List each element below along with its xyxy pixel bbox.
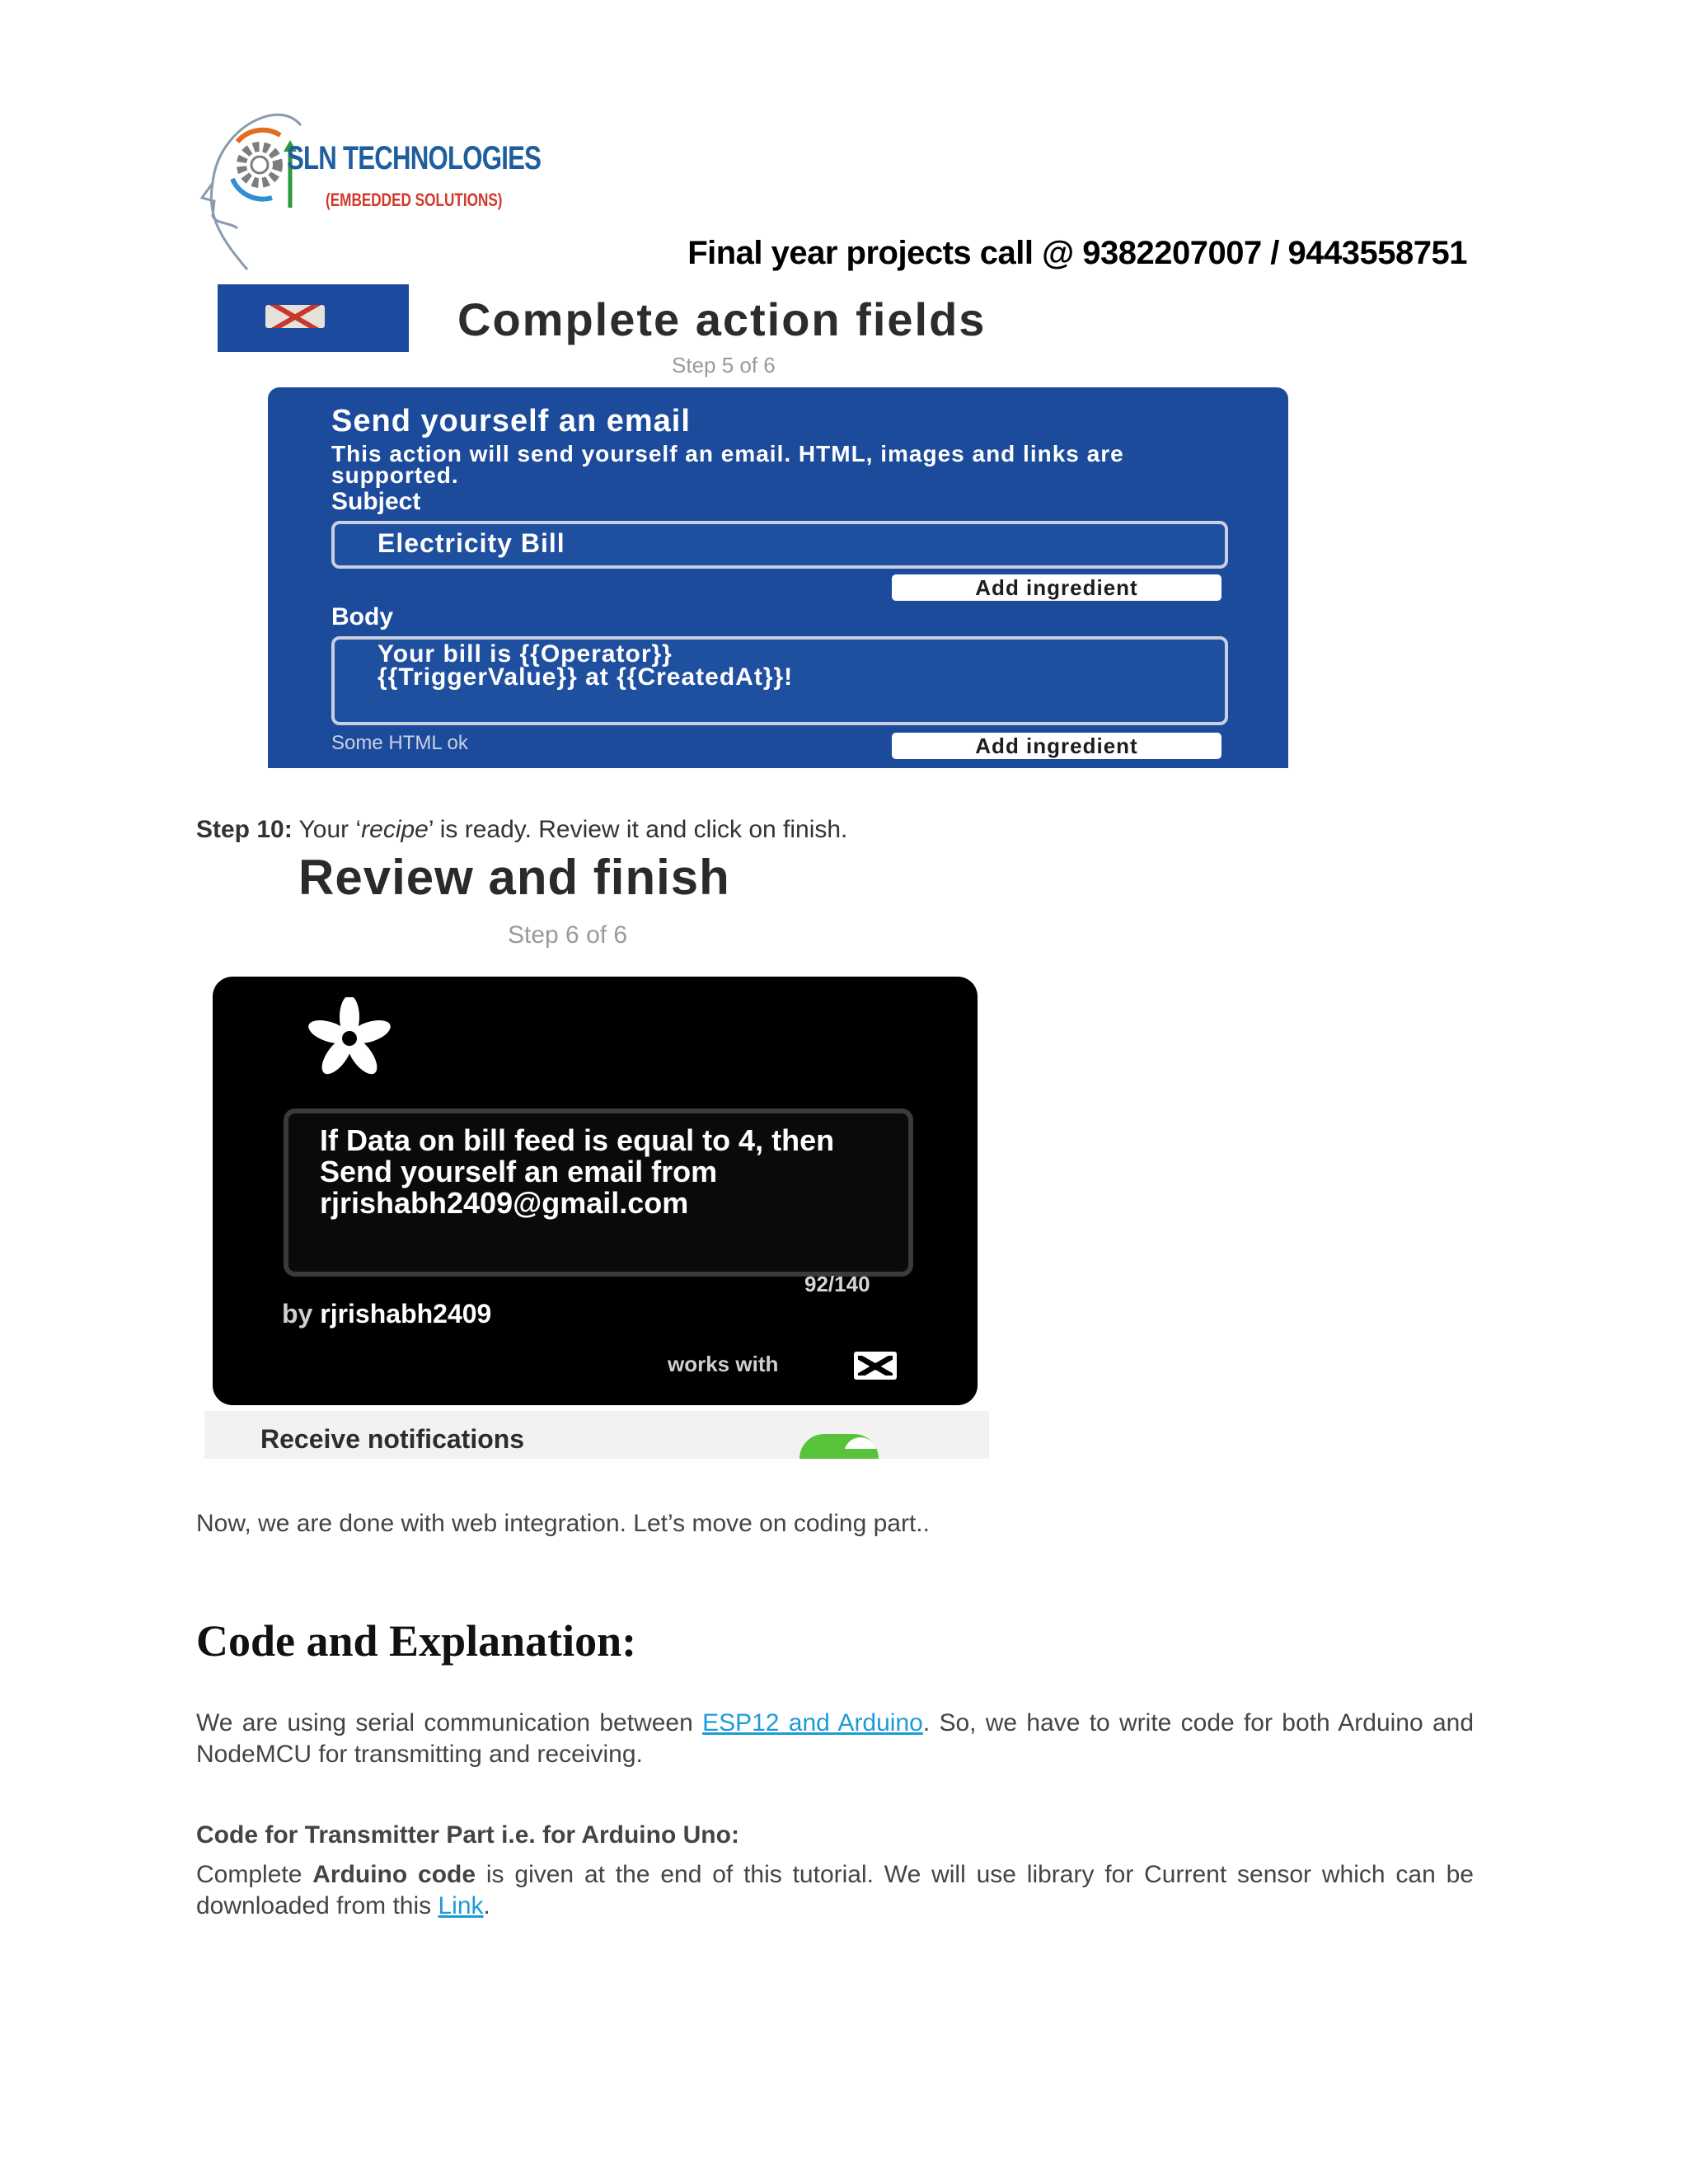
serial-text-pre: We are using serial communication between xyxy=(196,1709,703,1736)
author-name: rjrishabh2409 xyxy=(320,1299,492,1329)
email-action-description: This action will send yourself an email. HTML, images and links are supported. xyxy=(331,441,1124,488)
complete-text-post: . xyxy=(483,1892,490,1919)
step10-label: Step 10: xyxy=(196,816,293,843)
applet-rule-text: If Data on bill feed is equal to 4, then Send yourself an email from rjrishabh2409@gmail.com xyxy=(320,1123,835,1220)
step10-paragraph xyxy=(196,816,847,844)
subject-label: Subject xyxy=(331,488,421,515)
step10-recipe: recipe xyxy=(361,816,429,843)
review-step: Step 6 of 6 xyxy=(508,921,628,949)
action-fields-step: Step 5 of 6 xyxy=(672,353,776,377)
library-link[interactable]: Link xyxy=(438,1892,484,1919)
gmail-icon xyxy=(265,305,325,328)
subject-value: Electricity Bill xyxy=(377,528,565,558)
esp12-arduino-link[interactable]: ESP12 and Arduino xyxy=(702,1709,923,1736)
header-contact: Final year projects call @ 9382207007 / 9443558751 xyxy=(687,235,1467,271)
adafruit-flower-icon xyxy=(298,997,406,1080)
email-action-heading: Send yourself an email xyxy=(331,404,691,438)
body-label: Body xyxy=(331,603,393,630)
html-ok-note: Some HTML ok xyxy=(331,732,468,754)
action-fields-title: Complete action fields xyxy=(457,293,987,345)
subject-add-ingredient-button[interactable]: Add ingredient xyxy=(892,574,1221,601)
mail-icon xyxy=(854,1352,897,1380)
serial-text-post: . So, we have to write code for both Arduino and NodeMCU for transmitting and receiving. xyxy=(196,1709,1475,1768)
body-value: Your bill is {{Operator}} {{TriggerValue}} at {{CreatedAt}}! xyxy=(377,640,794,691)
character-count: 92/140 xyxy=(804,1272,870,1296)
review-title: Review and finish xyxy=(298,850,730,905)
arduino-code-paragraph xyxy=(196,1859,1474,1922)
integration-done-text: Now, we are done with web integration. Let’s move on coding part.. xyxy=(196,1510,930,1537)
step10-text-post: ’ is ready. Review it and click on finish. xyxy=(428,816,848,843)
company-logo xyxy=(198,92,536,274)
notifications-label: Receive notifications xyxy=(260,1424,525,1454)
logo-subtitle: (EMBEDDED SOLUTIONS) xyxy=(326,190,503,210)
complete-text-mid: is given at the end of this tutorial. We will use library for Current sensor which can be downloaded from this xyxy=(196,1861,1474,1919)
serial-paragraph xyxy=(196,1708,1474,1770)
author-by-label: by xyxy=(282,1299,313,1329)
works-with-label: works with xyxy=(668,1352,779,1376)
applet-author xyxy=(282,1299,491,1329)
arduino-code-bold: Arduino code xyxy=(312,1861,476,1888)
complete-text-pre: Complete xyxy=(196,1861,313,1888)
body-add-ingredient-button[interactable]: Add ingredient xyxy=(892,733,1221,759)
transmitter-heading: Code for Transmitter Part i.e. for Arduino Uno: xyxy=(196,1821,739,1849)
step10-text-pre: Your ‘ xyxy=(292,816,362,843)
logo-title: SLN TECHNOLOGIES xyxy=(287,140,542,176)
code-section-heading: Code and Explanation: xyxy=(196,1616,637,1666)
